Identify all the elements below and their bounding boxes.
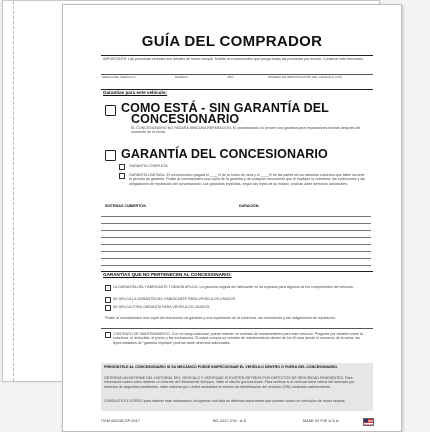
blank-line[interactable] bbox=[101, 237, 371, 238]
full-warranty-checkbox[interactable] bbox=[119, 164, 125, 170]
buyers-guide-sheet bbox=[62, 4, 402, 432]
us-flag-icon bbox=[363, 418, 374, 426]
service-contract-checkbox[interactable] bbox=[105, 332, 111, 338]
as-is-heading-2: CONCESIONARIO bbox=[131, 112, 240, 126]
as-is-checkbox[interactable] bbox=[105, 105, 116, 116]
made-in-usa: MADE IN THE U.S.A. bbox=[303, 419, 340, 423]
title-rule bbox=[101, 55, 373, 56]
blank-line[interactable] bbox=[101, 216, 371, 217]
important-note: IMPORTANTE: Las promesas verbales son difíciles de hacer cumplir. Solicite al concesionario que ponga todas las promesas por escrito. Conserve este formulario. bbox=[103, 57, 365, 61]
blank-line[interactable] bbox=[101, 251, 371, 252]
item-number: ITEM #50252-SP-2017 bbox=[101, 419, 140, 423]
systems-covered-label: SISTEMAS CUBIERTOS: bbox=[105, 204, 147, 208]
other-warranty-text: SE APLICA OTRA GARANTÍA PARA VEHÍCULOS USADOS. bbox=[113, 305, 211, 309]
dealer-warranty-checkbox[interactable] bbox=[105, 150, 116, 161]
other-warranty-checkbox[interactable] bbox=[105, 305, 111, 311]
used-vehicle-warranty-text: SE APLICA LA GARANTÍA DEL FABRICANTE PARA VEHÍCULOS USADOS. bbox=[113, 297, 237, 301]
limited-warranty-text: GARANTÍA LIMITADA. El concesionario pagará el ____% de la mano de obra y el ____% de las partes de los sistemas cubiertos que fallen durante el período de garantía. Pídale al concesionario una copia de la garantía y de cualquier documento que le explique la cobertura, las exclusiones y las obligaciones de reparación del concesionario. Las garantías implícitas, según las leyes de su estado, podrían darle derechos adicionales. bbox=[129, 173, 365, 186]
warranties-label: Garantías para este vehículo: bbox=[103, 89, 168, 95]
inspection-info-box bbox=[101, 363, 373, 411]
field-year: AÑO bbox=[227, 75, 234, 79]
limited-warranty-checkbox[interactable] bbox=[119, 173, 125, 179]
form-number: BG-2017-XYA · A-S bbox=[213, 419, 247, 423]
dealer-warranty-heading: GARANTÍA DEL CONCESIONARIO bbox=[121, 147, 328, 161]
blank-line[interactable] bbox=[101, 258, 371, 259]
section-rule bbox=[101, 328, 373, 329]
warranty-copy-note: Pídale al concesionario una copia del documento de garantía y una explicación de la cobertura, las exclusiones y las obligaciones de reparación. bbox=[105, 316, 336, 320]
duration-label: DURACIÓN: bbox=[239, 204, 260, 208]
blank-line[interactable] bbox=[101, 230, 371, 231]
field-model: MODELO bbox=[175, 75, 189, 79]
as-is-text: EL CONCESIONARIO NO PAGARÁ NINGUNA REPARACIÓN. El concesionario no provee una garantía para reparaciones hechas después del momento de la venta. bbox=[131, 126, 361, 135]
used-vehicle-warranty-checkbox[interactable] bbox=[105, 297, 111, 303]
blank-line[interactable] bbox=[101, 223, 371, 224]
field-make: MARCA DEL VEHÍCULO bbox=[102, 75, 136, 79]
manufacturer-warranty-checkbox[interactable] bbox=[105, 285, 111, 291]
see-back-text: CONSULTE EL DORSO para obtener más información, incluyendo una lista de defectos importantes que pueden ocurrir en vehículos de motor usados. bbox=[104, 399, 346, 403]
non-dealer-label: GARANTÍAS QUE NO PERTENECEN AL CONCESIONARIO: bbox=[103, 272, 232, 277]
field-vin: NÚMERO DE IDENTIFICACIÓN DEL VEHÍCULO (VIN) bbox=[268, 75, 342, 79]
blank-line[interactable] bbox=[101, 265, 371, 266]
service-contract-text: CONTRATO DE MANTENIMIENTO. Con un cargo adicional, puede obtener un contrato de mantenimiento para este vehículo. Pregunte por detalles sobre la cobertura, el deducible, el precio y las exclusiones. Si usted compra un contrato de mantenimiento dentro de los 90 días desde el momento de la venta, las leyes estatales de “garantía implícita” podrían darle derechos adicionales. bbox=[113, 332, 363, 345]
full-warranty-label: GARANTÍA COMPLETA. bbox=[129, 164, 169, 168]
page-title: GUÍA DEL COMPRADOR bbox=[141, 33, 323, 50]
manufacturer-warranty-text: LA GARANTÍA DEL FABRICANTE TODAVÍA APLICA. La garantía original del fabricante no ha expirado para algunos de los componentes del vehículo. bbox=[113, 285, 354, 289]
recalls-text: OBTENGA UN INFORME DEL HISTORIAL DEL VEHÍCULO Y VERIFIQUE SI EXISTEN RETIROS POR DEFECTOS DE SEGURIDAD PENDIENTES. Para información sobre cómo obtener un Informe del Historial del Vehículo, visite el sitio ftc.gov/usedcars. Para verificar si el vehículo tiene retiros del mercado por defectos de seguridad pendientes, visite safercar.gov. Usted necesitará el número de identificación del vehículo (VIN) mostrado anteriormente. bbox=[104, 376, 355, 389]
perforation-line bbox=[13, 1, 14, 381]
inspection-text: PREGÚNTELE AL CONCESIONARIO SI SU MECÁNICO PUEDE INSPECCIONAR EL VEHÍCULO DENTRO O FUERA DEL CONCESIONARIO. bbox=[104, 365, 338, 369]
blank-line[interactable] bbox=[101, 244, 371, 245]
as-is-heading-1: COMO ESTÁ - SIN GARANTÍA DEL bbox=[121, 101, 329, 115]
